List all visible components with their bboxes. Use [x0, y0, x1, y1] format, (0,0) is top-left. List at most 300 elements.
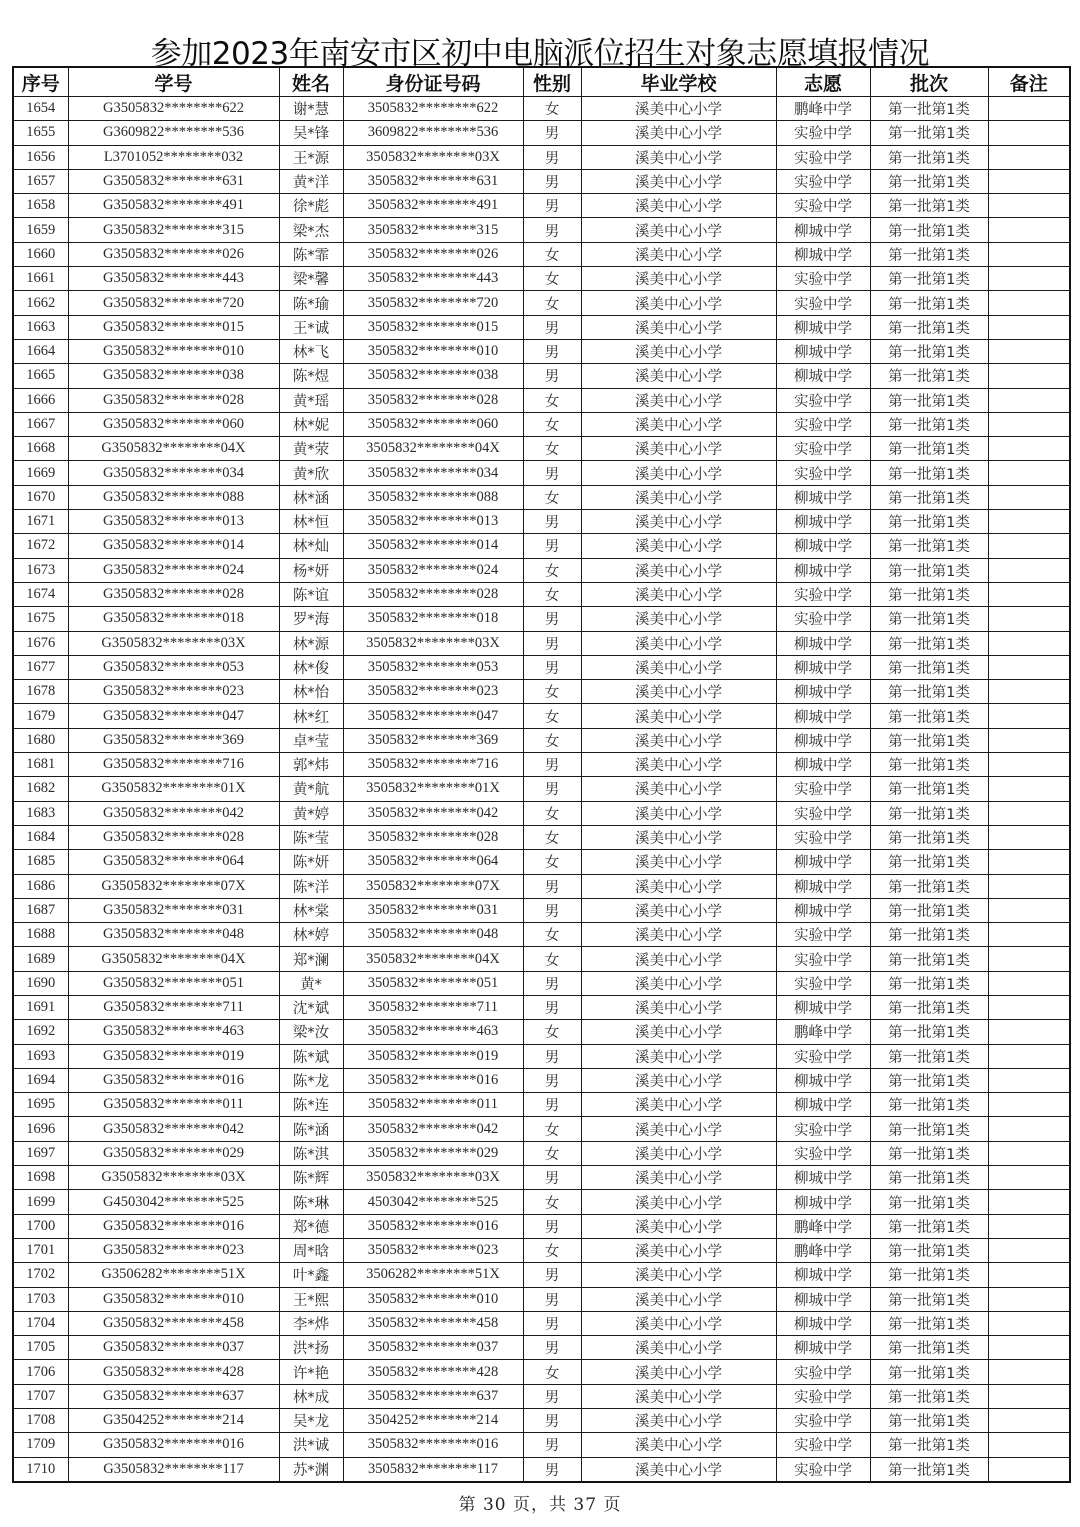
cell-preference: 实验中学 [776, 801, 870, 825]
cell-batch: 第一批第1类 [870, 437, 988, 461]
cell-index: 1681 [13, 753, 68, 777]
cell-graduate-school: 溪美中心小学 [581, 1336, 776, 1360]
cell-index: 1666 [13, 388, 68, 412]
cell-id-number: 3505832********711 [343, 995, 523, 1019]
cell-remarks [988, 1068, 1070, 1092]
cell-preference: 鹏峰中学 [776, 1238, 870, 1262]
cell-batch: 第一批第1类 [870, 1360, 988, 1384]
cell-graduate-school: 溪美中心小学 [581, 655, 776, 679]
cell-student-id: G3505832********011 [68, 1093, 279, 1117]
cell-graduate-school: 溪美中心小学 [581, 364, 776, 388]
table-row [13, 1311, 1070, 1335]
cell-preference: 实验中学 [776, 267, 870, 291]
table-body [13, 97, 1070, 1482]
cell-gender: 男 [523, 1311, 581, 1335]
cell-student-id: G3505832********03X [68, 631, 279, 655]
cell-remarks [988, 582, 1070, 606]
cell-remarks [988, 947, 1070, 971]
cell-remarks [988, 412, 1070, 436]
cell-index: 1709 [13, 1433, 68, 1457]
cell-remarks [988, 1093, 1070, 1117]
cell-batch: 第一批第1类 [870, 874, 988, 898]
cell-gender: 女 [523, 1117, 581, 1141]
cell-id-number: 3505832********014 [343, 534, 523, 558]
cell-gender: 女 [523, 558, 581, 582]
header-preference: 志愿 [776, 67, 870, 97]
cell-id-number: 3505832********463 [343, 1020, 523, 1044]
cell-gender: 男 [523, 1384, 581, 1408]
cell-gender: 男 [523, 510, 581, 534]
cell-preference: 柳城中学 [776, 558, 870, 582]
cell-preference: 柳城中学 [776, 218, 870, 242]
cell-graduate-school: 溪美中心小学 [581, 680, 776, 704]
cell-name: 林*怡 [279, 680, 343, 704]
cell-graduate-school: 溪美中心小学 [581, 874, 776, 898]
cell-batch: 第一批第1类 [870, 753, 988, 777]
cell-index: 1693 [13, 1044, 68, 1068]
cell-gender: 男 [523, 1263, 581, 1287]
cell-name: 王*诚 [279, 315, 343, 339]
cell-remarks [988, 1238, 1070, 1262]
cell-preference: 柳城中学 [776, 753, 870, 777]
cell-remarks [988, 1360, 1070, 1384]
cell-name: 林*灿 [279, 534, 343, 558]
cell-batch: 第一批第1类 [870, 291, 988, 315]
cell-index: 1696 [13, 1117, 68, 1141]
cell-name: 林*涵 [279, 485, 343, 509]
cell-graduate-school: 溪美中心小学 [581, 1287, 776, 1311]
table-row [13, 1044, 1070, 1068]
cell-graduate-school: 溪美中心小学 [581, 1117, 776, 1141]
cell-graduate-school: 溪美中心小学 [581, 242, 776, 266]
cell-remarks [988, 534, 1070, 558]
cell-preference: 实验中学 [776, 145, 870, 169]
header-gender: 性别 [523, 67, 581, 97]
cell-gender: 女 [523, 412, 581, 436]
cell-batch: 第一批第1类 [870, 145, 988, 169]
cell-remarks [988, 1384, 1070, 1408]
cell-batch: 第一批第1类 [870, 1409, 988, 1433]
cell-name: 黄* [279, 971, 343, 995]
cell-remarks [988, 291, 1070, 315]
table-row [13, 607, 1070, 631]
cell-name: 吴*锋 [279, 121, 343, 145]
header-batch: 批次 [870, 67, 988, 97]
cell-student-id: G3505832********016 [68, 1068, 279, 1092]
cell-batch: 第一批第1类 [870, 680, 988, 704]
cell-name: 林*棠 [279, 898, 343, 922]
cell-student-id: G4503042********525 [68, 1190, 279, 1214]
cell-gender: 女 [523, 923, 581, 947]
cell-id-number: 3505832********034 [343, 461, 523, 485]
table-row [13, 1433, 1070, 1457]
table-row [13, 267, 1070, 291]
cell-name: 沈*斌 [279, 995, 343, 1019]
cell-name: 叶*鑫 [279, 1263, 343, 1287]
cell-gender: 男 [523, 534, 581, 558]
table-row [13, 631, 1070, 655]
applicant-table [12, 66, 1071, 1483]
cell-batch: 第一批第1类 [870, 1238, 988, 1262]
cell-batch: 第一批第1类 [870, 923, 988, 947]
cell-id-number: 3505832********037 [343, 1336, 523, 1360]
table-row [13, 1384, 1070, 1408]
table-row [13, 364, 1070, 388]
cell-student-id: G3609822********536 [68, 121, 279, 145]
table-row [13, 121, 1070, 145]
cell-graduate-school: 溪美中心小学 [581, 121, 776, 145]
cell-name: 黄*瑶 [279, 388, 343, 412]
cell-preference: 柳城中学 [776, 995, 870, 1019]
cell-remarks [988, 1336, 1070, 1360]
cell-index: 1708 [13, 1409, 68, 1433]
cell-name: 吴*龙 [279, 1409, 343, 1433]
table-row [13, 1190, 1070, 1214]
cell-graduate-school: 溪美中心小学 [581, 1409, 776, 1433]
cell-index: 1706 [13, 1360, 68, 1384]
table-row [13, 291, 1070, 315]
cell-index: 1679 [13, 704, 68, 728]
cell-index: 1655 [13, 121, 68, 145]
cell-student-id: G3505832********016 [68, 1214, 279, 1238]
cell-student-id: G3505832********117 [68, 1457, 279, 1482]
cell-name: 林*红 [279, 704, 343, 728]
table-row [13, 582, 1070, 606]
cell-student-id: G3505832********037 [68, 1336, 279, 1360]
cell-graduate-school: 溪美中心小学 [581, 145, 776, 169]
document-title: 参加2023年南安市区初中电脑派位招生对象志愿填报情况 [150, 36, 930, 72]
cell-graduate-school: 溪美中心小学 [581, 1020, 776, 1044]
cell-graduate-school: 溪美中心小学 [581, 1433, 776, 1457]
cell-name: 郭*炜 [279, 753, 343, 777]
cell-index: 1658 [13, 194, 68, 218]
cell-remarks [988, 1409, 1070, 1433]
cell-preference: 鹏峰中学 [776, 1214, 870, 1238]
cell-gender: 女 [523, 801, 581, 825]
cell-preference: 实验中学 [776, 1457, 870, 1482]
cell-remarks [988, 1287, 1070, 1311]
cell-student-id: G3505832********03X [68, 1166, 279, 1190]
cell-batch: 第一批第1类 [870, 1384, 988, 1408]
table-row [13, 898, 1070, 922]
cell-student-id: G3505832********060 [68, 412, 279, 436]
cell-index: 1667 [13, 412, 68, 436]
cell-student-id: G3505832********028 [68, 582, 279, 606]
cell-graduate-school: 溪美中心小学 [581, 777, 776, 801]
cell-id-number: 3505832********07X [343, 874, 523, 898]
cell-name: 林*成 [279, 1384, 343, 1408]
cell-student-id: G3505832********026 [68, 242, 279, 266]
cell-student-id: G3505832********07X [68, 874, 279, 898]
cell-graduate-school: 溪美中心小学 [581, 728, 776, 752]
cell-student-id: G3505832********016 [68, 1433, 279, 1457]
cell-student-id: G3505832********053 [68, 655, 279, 679]
table-row [13, 971, 1070, 995]
cell-index: 1680 [13, 728, 68, 752]
cell-index: 1673 [13, 558, 68, 582]
cell-remarks [988, 607, 1070, 631]
cell-index: 1657 [13, 169, 68, 193]
table-row [13, 923, 1070, 947]
cell-id-number: 3505832********088 [343, 485, 523, 509]
cell-name: 洪*扬 [279, 1336, 343, 1360]
cell-batch: 第一批第1类 [870, 461, 988, 485]
cell-graduate-school: 溪美中心小学 [581, 825, 776, 849]
cell-student-id: G3505832********015 [68, 315, 279, 339]
cell-batch: 第一批第1类 [870, 582, 988, 606]
cell-batch: 第一批第1类 [870, 777, 988, 801]
cell-student-id: G3505832********047 [68, 704, 279, 728]
cell-preference: 柳城中学 [776, 534, 870, 558]
cell-preference: 柳城中学 [776, 1311, 870, 1335]
cell-preference: 柳城中学 [776, 850, 870, 874]
cell-preference: 实验中学 [776, 1117, 870, 1141]
cell-graduate-school: 溪美中心小学 [581, 1214, 776, 1238]
cell-preference: 柳城中学 [776, 655, 870, 679]
cell-name: 梁*馨 [279, 267, 343, 291]
cell-gender: 男 [523, 995, 581, 1019]
cell-index: 1668 [13, 437, 68, 461]
cell-id-number: 3505832********060 [343, 412, 523, 436]
cell-gender: 女 [523, 1360, 581, 1384]
cell-gender: 男 [523, 121, 581, 145]
cell-batch: 第一批第1类 [870, 898, 988, 922]
cell-student-id: G3505832********023 [68, 1238, 279, 1262]
header-remarks: 备注 [988, 67, 1070, 97]
table-row [13, 510, 1070, 534]
cell-name: 林*俊 [279, 655, 343, 679]
cell-id-number: 3505832********315 [343, 218, 523, 242]
header-student-id: 学号 [68, 67, 279, 97]
cell-student-id: G3505832********458 [68, 1311, 279, 1335]
cell-remarks [988, 315, 1070, 339]
table-row [13, 169, 1070, 193]
cell-preference: 实验中学 [776, 388, 870, 412]
cell-name: 黄*欣 [279, 461, 343, 485]
table-row [13, 534, 1070, 558]
cell-name: 陈*龙 [279, 1068, 343, 1092]
cell-batch: 第一批第1类 [870, 1311, 988, 1335]
cell-name: 陈*莹 [279, 825, 343, 849]
table-row [13, 145, 1070, 169]
cell-gender: 男 [523, 1166, 581, 1190]
cell-preference: 鹏峰中学 [776, 97, 870, 121]
cell-gender: 女 [523, 1020, 581, 1044]
cell-index: 1663 [13, 315, 68, 339]
cell-preference: 实验中学 [776, 582, 870, 606]
cell-batch: 第一批第1类 [870, 1166, 988, 1190]
cell-graduate-school: 溪美中心小学 [581, 558, 776, 582]
cell-remarks [988, 461, 1070, 485]
cell-remarks [988, 218, 1070, 242]
header-name: 姓名 [279, 67, 343, 97]
cell-graduate-school: 溪美中心小学 [581, 510, 776, 534]
cell-id-number: 3505832********023 [343, 1238, 523, 1262]
cell-index: 1689 [13, 947, 68, 971]
cell-index: 1672 [13, 534, 68, 558]
cell-remarks [988, 97, 1070, 121]
cell-student-id: L3701052********032 [68, 145, 279, 169]
header-index: 序号 [13, 67, 68, 97]
cell-student-id: G3505832********443 [68, 267, 279, 291]
cell-batch: 第一批第1类 [870, 801, 988, 825]
cell-batch: 第一批第1类 [870, 1263, 988, 1287]
cell-index: 1661 [13, 267, 68, 291]
cell-graduate-school: 溪美中心小学 [581, 1190, 776, 1214]
cell-student-id: G3505832********028 [68, 388, 279, 412]
cell-name: 许*艳 [279, 1360, 343, 1384]
cell-student-id: G3505832********024 [68, 558, 279, 582]
cell-preference: 实验中学 [776, 1409, 870, 1433]
cell-batch: 第一批第1类 [870, 1020, 988, 1044]
cell-remarks [988, 169, 1070, 193]
cell-student-id: G3505832********023 [68, 680, 279, 704]
cell-gender: 男 [523, 364, 581, 388]
cell-id-number: 3505832********042 [343, 1117, 523, 1141]
cell-gender: 男 [523, 971, 581, 995]
table-row [13, 1238, 1070, 1262]
cell-gender: 女 [523, 850, 581, 874]
cell-graduate-school: 溪美中心小学 [581, 971, 776, 995]
table-row [13, 1409, 1070, 1433]
cell-student-id: G3505832********028 [68, 825, 279, 849]
cell-remarks [988, 971, 1070, 995]
cell-remarks [988, 1190, 1070, 1214]
cell-graduate-school: 溪美中心小学 [581, 923, 776, 947]
cell-preference: 实验中学 [776, 777, 870, 801]
cell-gender: 女 [523, 1190, 581, 1214]
table-row [13, 753, 1070, 777]
cell-index: 1664 [13, 339, 68, 363]
cell-gender: 女 [523, 947, 581, 971]
table-row [13, 1093, 1070, 1117]
cell-index: 1699 [13, 1190, 68, 1214]
cell-preference: 实验中学 [776, 121, 870, 145]
cell-student-id: G3505832********042 [68, 801, 279, 825]
cell-student-id: G3505832********622 [68, 97, 279, 121]
cell-id-number: 3505832********01X [343, 777, 523, 801]
cell-index: 1710 [13, 1457, 68, 1482]
cell-index: 1697 [13, 1141, 68, 1165]
cell-remarks [988, 388, 1070, 412]
cell-name: 黄*婷 [279, 801, 343, 825]
cell-preference: 实验中学 [776, 923, 870, 947]
table-row [13, 655, 1070, 679]
cell-index: 1694 [13, 1068, 68, 1092]
cell-id-number: 3505832********051 [343, 971, 523, 995]
cell-id-number: 3505832********028 [343, 388, 523, 412]
cell-remarks [988, 1433, 1070, 1457]
cell-name: 梁*汝 [279, 1020, 343, 1044]
cell-gender: 男 [523, 1044, 581, 1068]
cell-graduate-school: 溪美中心小学 [581, 850, 776, 874]
cell-batch: 第一批第1类 [870, 607, 988, 631]
cell-student-id: G3505832********04X [68, 947, 279, 971]
cell-student-id: G3505832********019 [68, 1044, 279, 1068]
cell-preference: 柳城中学 [776, 1263, 870, 1287]
cell-gender: 女 [523, 97, 581, 121]
cell-student-id: G3505832********088 [68, 485, 279, 509]
cell-remarks [988, 850, 1070, 874]
cell-gender: 男 [523, 145, 581, 169]
cell-remarks [988, 923, 1070, 947]
cell-id-number: 3505832********369 [343, 728, 523, 752]
cell-student-id: G3505832********631 [68, 169, 279, 193]
cell-preference: 鹏峰中学 [776, 1020, 870, 1044]
cell-id-number: 3505832********028 [343, 825, 523, 849]
cell-graduate-school: 溪美中心小学 [581, 291, 776, 315]
cell-student-id: G3505832********711 [68, 995, 279, 1019]
cell-name: 郑*德 [279, 1214, 343, 1238]
cell-index: 1675 [13, 607, 68, 631]
table-row [13, 388, 1070, 412]
cell-name: 罗*海 [279, 607, 343, 631]
cell-batch: 第一批第1类 [870, 1214, 988, 1238]
table-row [13, 339, 1070, 363]
cell-id-number: 3505832********016 [343, 1068, 523, 1092]
cell-preference: 实验中学 [776, 1141, 870, 1165]
cell-gender: 男 [523, 339, 581, 363]
cell-index: 1695 [13, 1093, 68, 1117]
cell-id-number: 3505832********720 [343, 291, 523, 315]
cell-index: 1684 [13, 825, 68, 849]
cell-graduate-school: 溪美中心小学 [581, 801, 776, 825]
cell-index: 1656 [13, 145, 68, 169]
cell-name: 陈*辉 [279, 1166, 343, 1190]
cell-index: 1685 [13, 850, 68, 874]
cell-remarks [988, 364, 1070, 388]
cell-preference: 柳城中学 [776, 874, 870, 898]
cell-batch: 第一批第1类 [870, 1433, 988, 1457]
cell-gender: 男 [523, 607, 581, 631]
cell-id-number: 3505832********631 [343, 169, 523, 193]
cell-name: 陈*煜 [279, 364, 343, 388]
cell-graduate-school: 溪美中心小学 [581, 194, 776, 218]
cell-index: 1700 [13, 1214, 68, 1238]
table-header-row [13, 67, 1070, 97]
cell-id-number: 3505832********031 [343, 898, 523, 922]
cell-batch: 第一批第1类 [870, 1093, 988, 1117]
cell-preference: 实验中学 [776, 947, 870, 971]
cell-graduate-school: 溪美中心小学 [581, 218, 776, 242]
cell-graduate-school: 溪美中心小学 [581, 1360, 776, 1384]
cell-batch: 第一批第1类 [870, 169, 988, 193]
cell-batch: 第一批第1类 [870, 971, 988, 995]
cell-id-number: 3505832********03X [343, 631, 523, 655]
cell-student-id: G3505832********064 [68, 850, 279, 874]
table-row [13, 1336, 1070, 1360]
cell-name: 林*妮 [279, 412, 343, 436]
cell-remarks [988, 510, 1070, 534]
cell-preference: 柳城中学 [776, 728, 870, 752]
cell-preference: 柳城中学 [776, 510, 870, 534]
cell-id-number: 3505832********042 [343, 801, 523, 825]
cell-id-number: 3505832********637 [343, 1384, 523, 1408]
cell-graduate-school: 溪美中心小学 [581, 582, 776, 606]
cell-index: 1674 [13, 582, 68, 606]
cell-student-id: G3505832********051 [68, 971, 279, 995]
cell-preference: 实验中学 [776, 412, 870, 436]
cell-name: 王*源 [279, 145, 343, 169]
cell-index: 1662 [13, 291, 68, 315]
cell-id-number: 3505832********117 [343, 1457, 523, 1482]
cell-gender: 男 [523, 1068, 581, 1092]
cell-gender: 女 [523, 825, 581, 849]
cell-graduate-school: 溪美中心小学 [581, 412, 776, 436]
cell-name: 李*烨 [279, 1311, 343, 1335]
table-row [13, 1263, 1070, 1287]
cell-id-number: 3505832********04X [343, 437, 523, 461]
